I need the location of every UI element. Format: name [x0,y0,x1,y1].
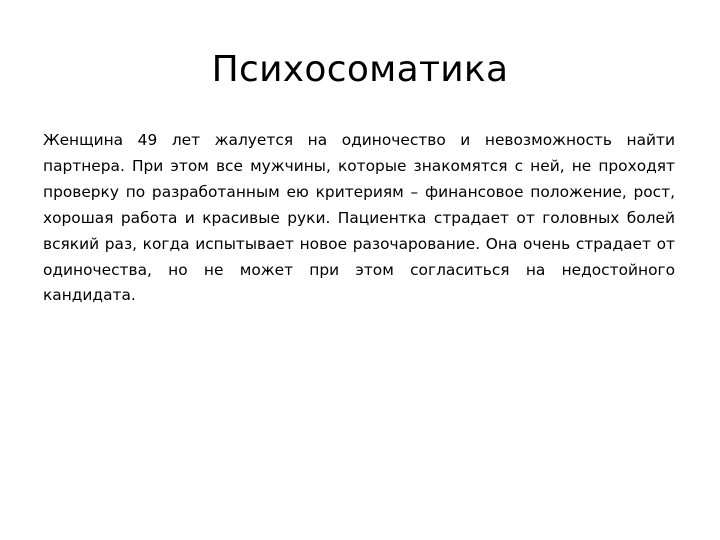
slide-title: Психосоматика [211,49,509,90]
slide-body-text: Женщина 49 лет жалуется на одиночество и невозможность найти партнера. При этом все мужчины, которые знакомятся с ней, не проходят проверку по разработанным ею критериям – финансовое положение, рост, хорошая работа и красивые руки. Пациентка страдает от головных болей всякий раз, когда испытывает новое разочарование. Она очень страдает от одиночества, но не может при этом согласиться на недостойного кандидата. [43,131,675,305]
